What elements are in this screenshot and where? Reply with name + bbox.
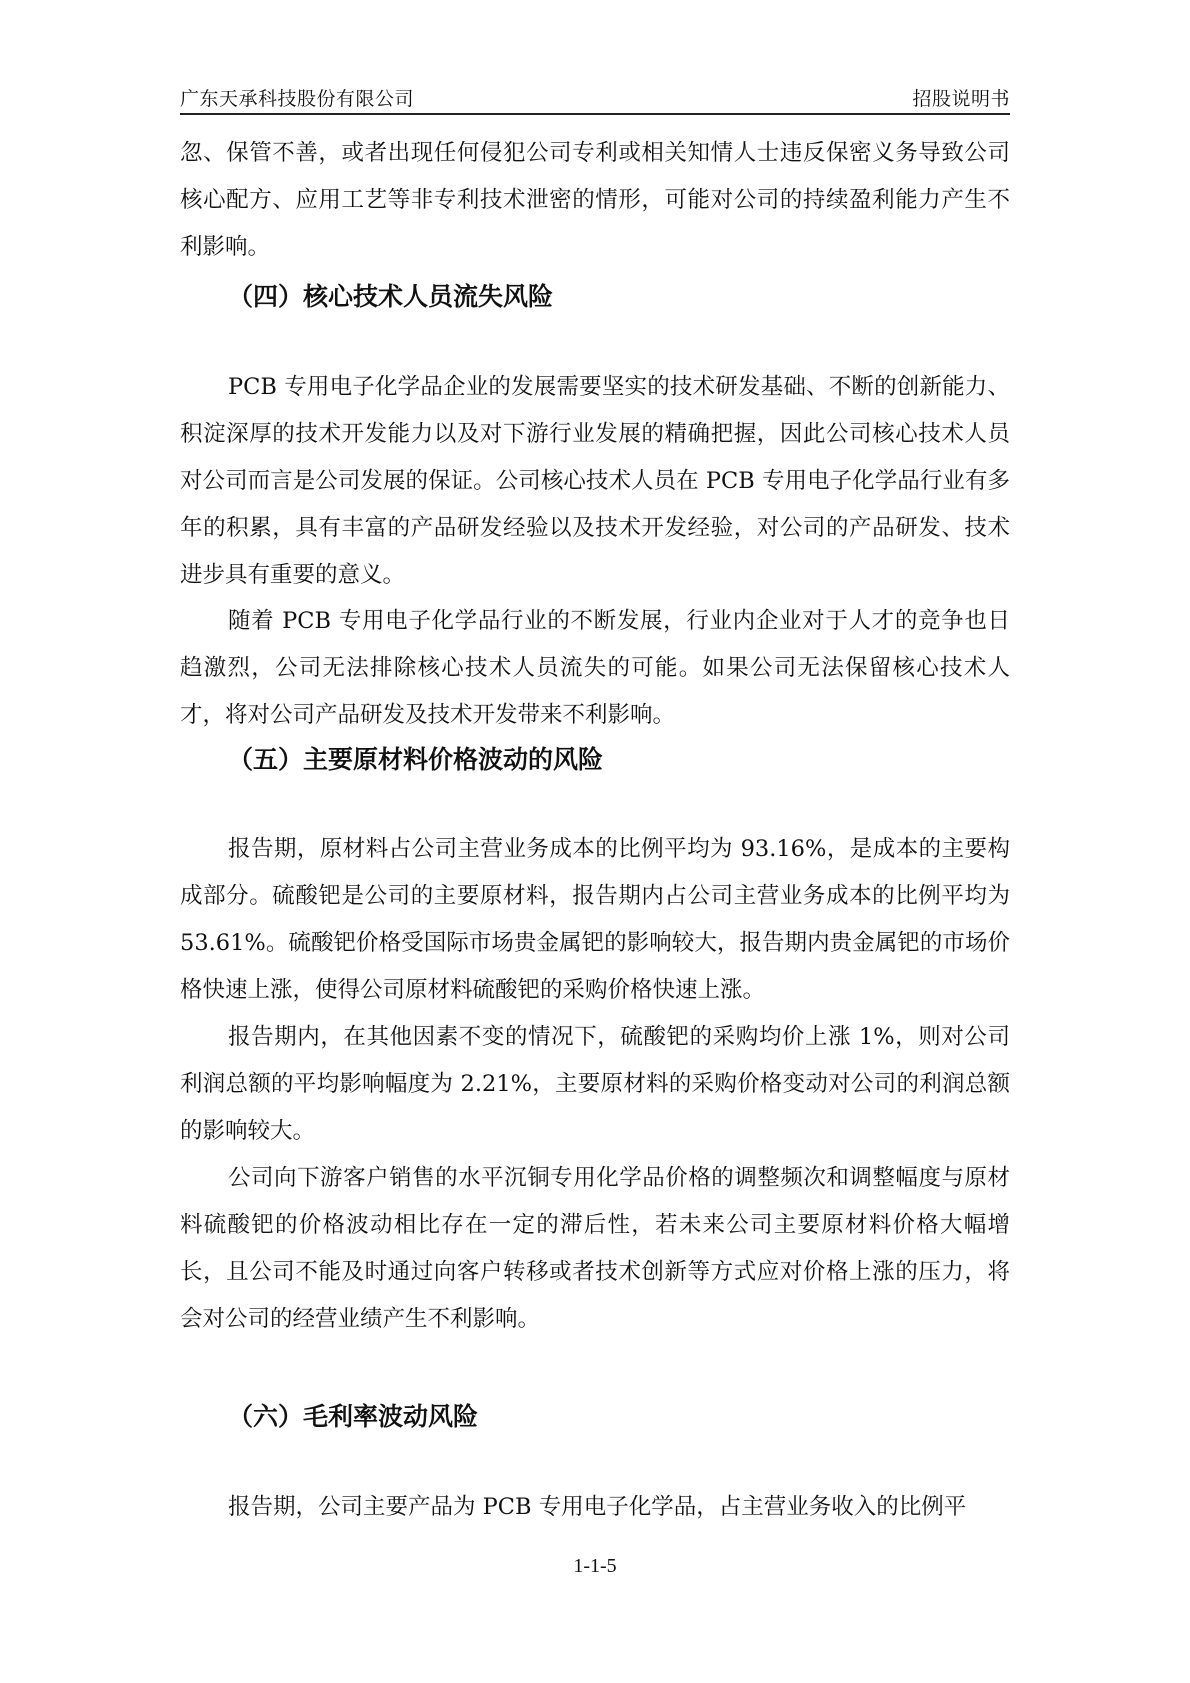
page-number: 1-1-5 [573,1555,617,1577]
paragraph-core-staff-competition: 随着 PCB 专用电子化学品行业的不断发展，行业内企业对于人才的竞争也日趋激烈，公司无法排除核心技术人员流失的可能。如果公司无法保留核心技术人才，将对公司产品研发及技术开发带来不利影响。 [180,608,1010,728]
section-heading-raw-material-price: （五）主要原材料价格波动的风险 [228,745,604,774]
paragraph-gross-margin: 报告期，公司主要产品为 PCB 专用电子化学品，占主营业务收入的比例平 [228,1494,967,1520]
paragraph-price-lag: 公司向下游客户销售的水平沉铜专用化学品价格的调整频次和调整幅度与原材料硫酸钯的价格波动相比存在一定的滞后性，若未来公司主要原材料价格大幅增长，且公司不能及时通过向客户转移或者技术创新等方式应对价格上涨的压力，将会对公司的经营业绩产生不利影响。 [180,1165,1010,1332]
section-heading-core-staff-loss: （四）核心技术人员流失风险 [228,282,554,311]
paragraph-raw-material-sensitivity: 报告期内，在其他因素不变的情况下，硫酸钯的采购均价上涨 1%，则对公司利润总额的平均影响幅度为 2.21%，主要原材料的采购价格变动对公司的利润总额的影响较大。 [180,1024,1010,1144]
page-header [180,84,1010,110]
paragraph-raw-material-cost: 报告期，原材料占公司主营业务成本的比例平均为 93.16%，是成本的主要构成部分。硫酸钯是公司的主要原材料，报告期内占公司主营业务成本的比例平均为 53.61%。硫酸钯价格受国际市场贵金属钯的影响较大，报告期内贵金属钯的市场价格快速上涨，使得公司原材料硫酸钯的采购价格快速上涨。 [180,836,1010,1003]
section-heading-gross-margin: （六）毛利率波动风险 [228,1402,479,1431]
header-document-type: 招股说明书 [912,88,1010,110]
paragraph-continued: 忽、保管不善，或者出现任何侵犯公司专利或相关知情人士违反保密义务导致公司核心配方、应用工艺等非专利技术泄密的情形，可能对公司的持续盈利能力产生不利影响。 [180,140,1010,260]
header-divider [180,113,1010,115]
paragraph-core-staff-importance: PCB 专用电子化学品企业的发展需要坚实的技术研发基础、不断的创新能力、积淀深厚的技术开发能力以及对下游行业发展的精确把握，因此公司核心技术人员对公司而言是公司发展的保证。公司核心技术人员在 PCB 专用电子化学品行业有多年的积累，具有丰富的产品研发经验以及技术开发经验，对公司的产品研发、技术进步具有重要的意义。 [180,374,1010,588]
header-company-name: 广东天承科技股份有限公司 [180,88,415,110]
